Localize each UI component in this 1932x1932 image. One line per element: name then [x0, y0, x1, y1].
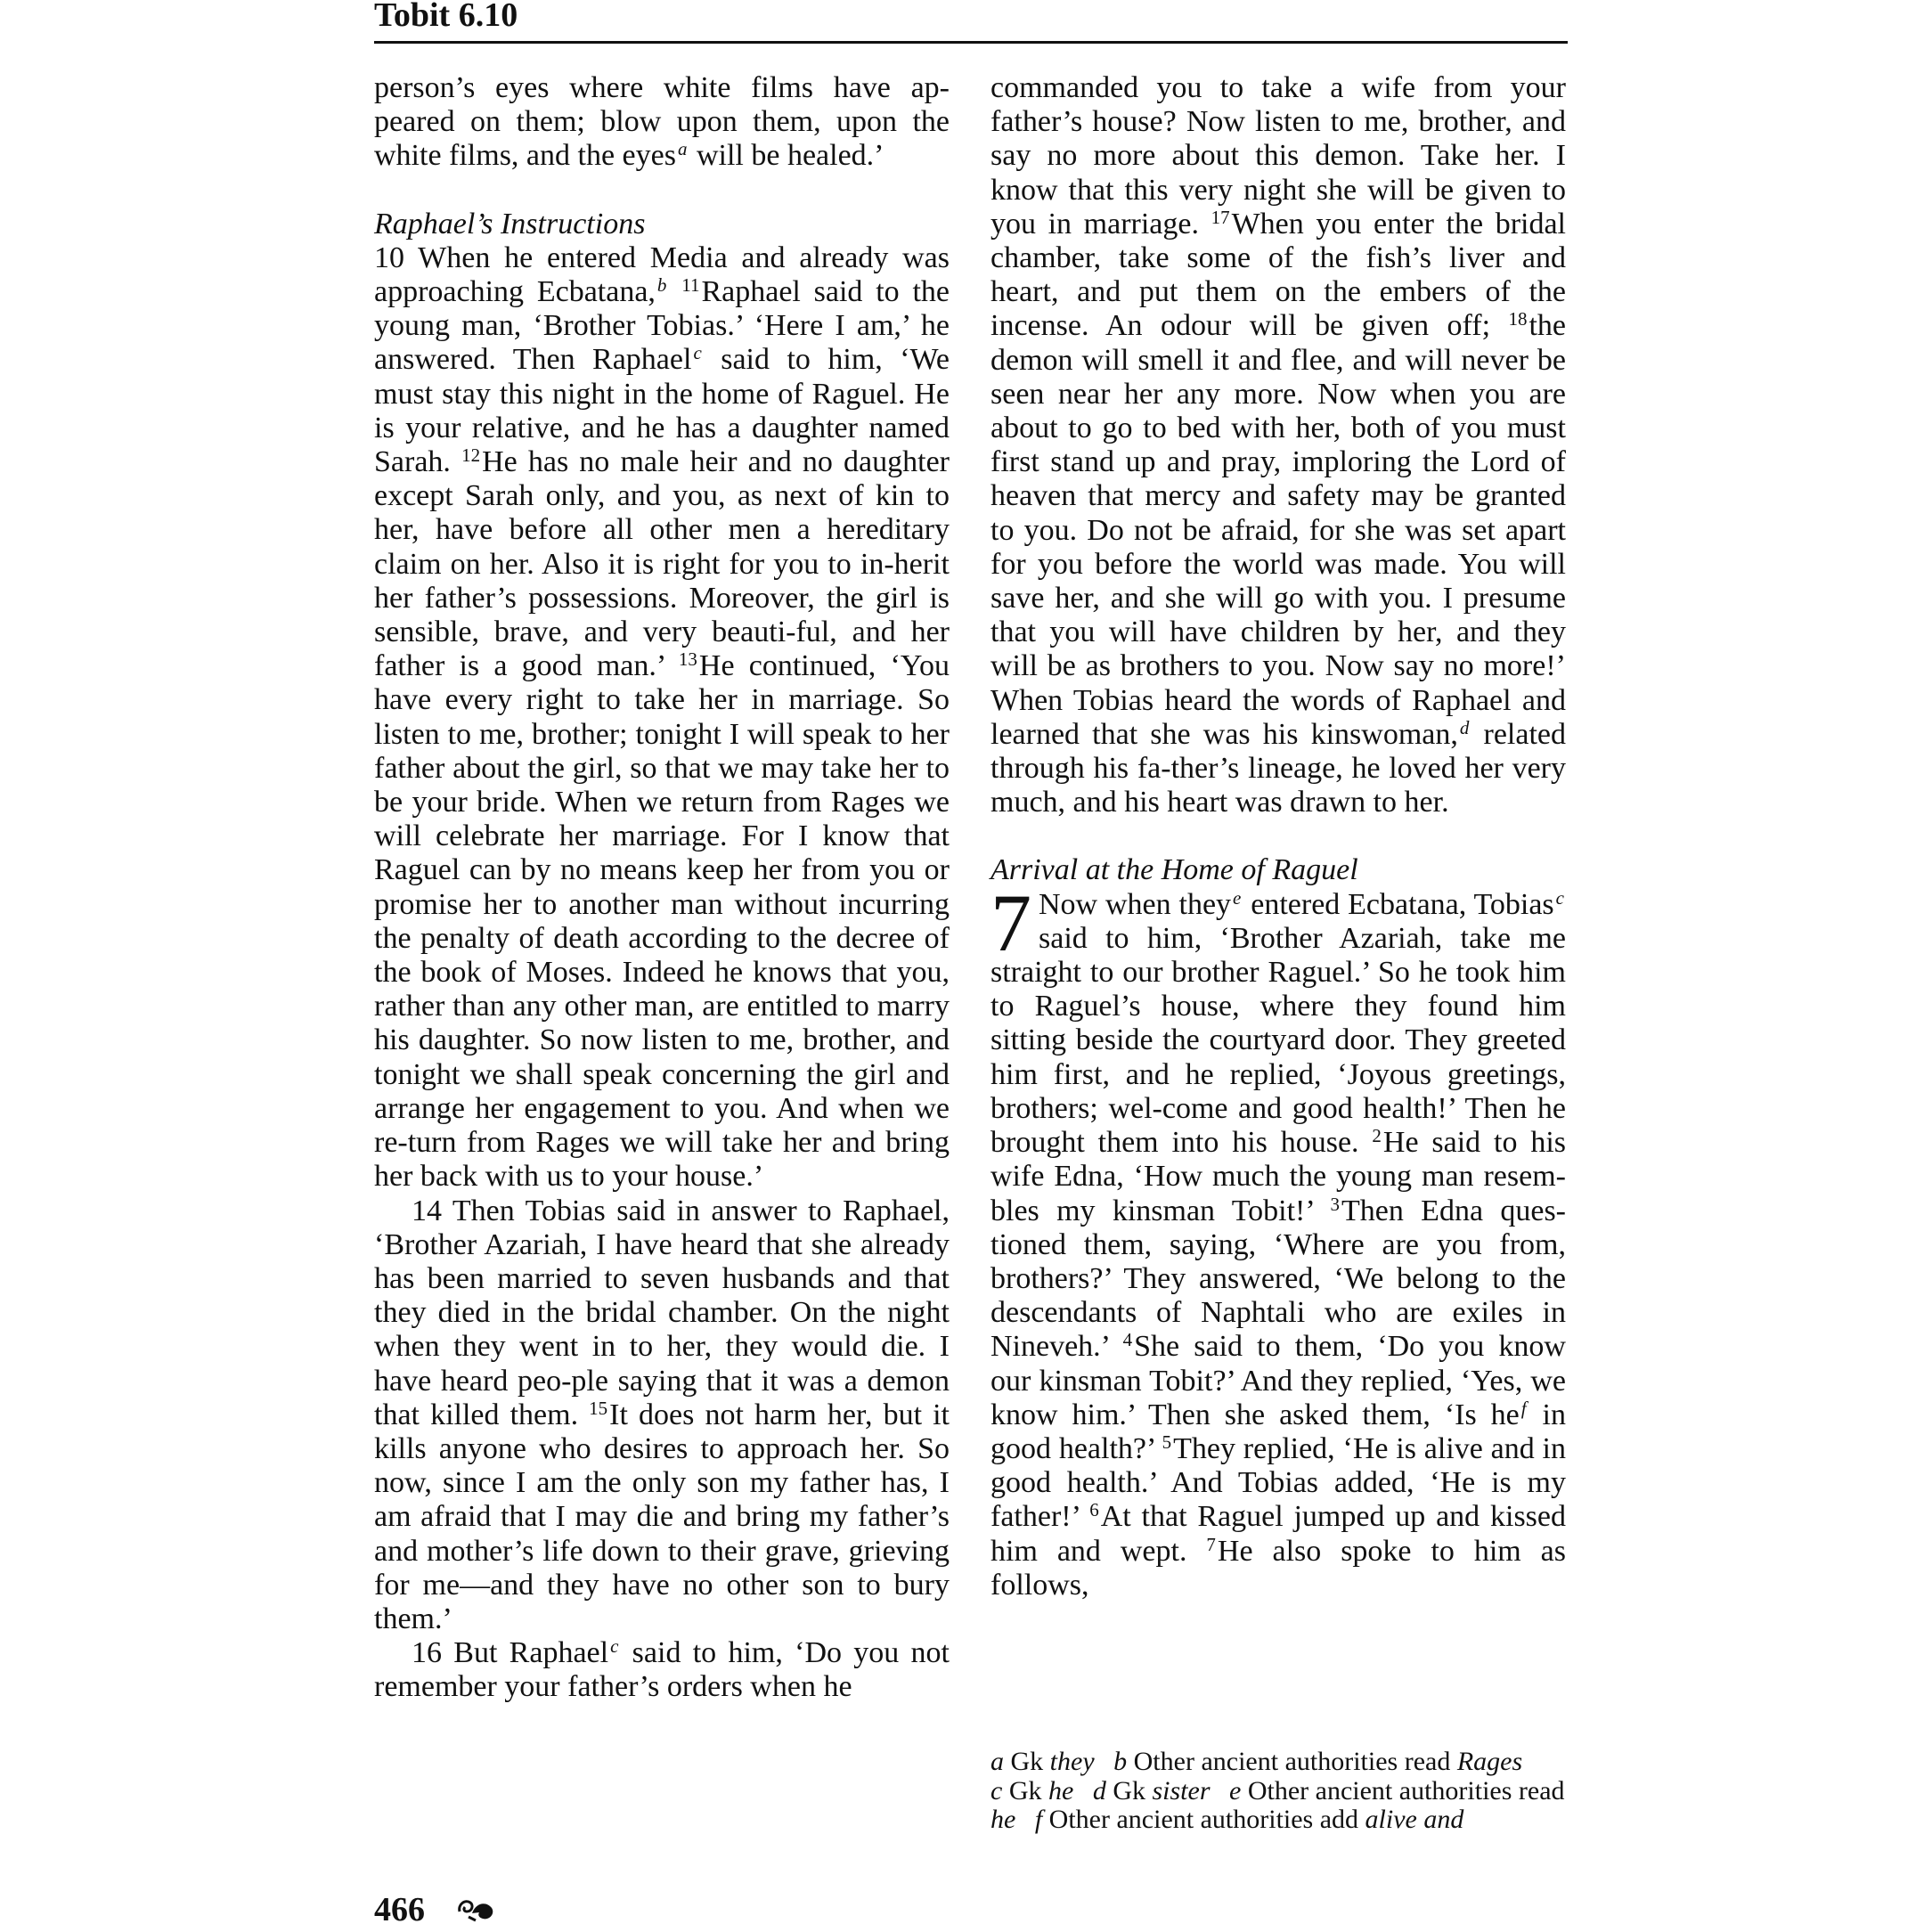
verse-4: She said to them, ‘Do you know our kinsman Tobit?’ And they replied, ‘Yes, we know him.’ Then she asked them, ‘Is he	[990, 1330, 1566, 1431]
verse-number-5: 5	[1162, 1431, 1172, 1453]
verse-18: the demon will smell it and flee, and will never be seen near her any more. Now when you are about to go to bed with her, both of you must first stand up and pray, imploring the Lord of heaven that mercy and safety may be granted to you. Do not be afraid, for she was set apart for you before the world was made. You will save her, and she will go with you. I presume that you will have children by her, and they will be as brothers to you. Now say no more!’ When Tobias heard the words of Raphael and learned that she was his kinswoman,	[990, 309, 1567, 751]
verse-number-14: 14	[412, 1194, 442, 1227]
paragraph-chapter-7	[990, 876, 1567, 1602]
paragraph-opening	[374, 71, 950, 174]
verse-1-end: said to him, ‘Brother Azariah, take me straight to our brother Raguel.’ So he took him to Raguel’s house, where they found him sitting beside the courtyard door. They greeted him first, and he replied, ‘Joyous greetings, brothers; wel-come and good health!’ Then he brought them into his house.	[990, 921, 1566, 1160]
paragraph-verse-16	[374, 1636, 950, 1704]
footnote-marker-d[interactable]: d	[1459, 716, 1470, 738]
footnote-b[interactable]: b Other ancient authorities read Rages	[1113, 1747, 1523, 1776]
footnote-marker-c[interactable]: c	[693, 342, 702, 364]
verse-number-16: 16	[412, 1636, 442, 1670]
verse-17: When you enter the bridal chamber, take some of the fish’s liver and heart, and put them on the embers of the incense. An odour will be given off;	[990, 207, 1566, 343]
footnote-marker-c[interactable]: c	[1555, 886, 1564, 909]
right-column	[990, 71, 1566, 1602]
verse-2: He said to his wife Edna, ‘How much the young man resem-bles my kinsman Tobit!’	[990, 1126, 1566, 1227]
footnote-e[interactable]: e Other ancient authorities read he	[990, 1775, 1565, 1834]
verse-number-3: 3	[1330, 1193, 1340, 1215]
verse-number-13: 13	[678, 648, 697, 671]
verse-10: When he entered Media and already was approaching Ecbatana,	[374, 240, 950, 309]
verse-3: Then Edna ques-tioned them, saying, ‘Where are you from, brothers?’ They answered, ‘We belong to the descendants of Naphtali who are exiles in Nineveh.’	[990, 1194, 1566, 1364]
verse-number-12: 12	[461, 444, 481, 467]
verse-5: They replied, ‘He is alive and in good health.’ And Tobias added, ‘He is my father!’	[990, 1431, 1567, 1534]
verse-number-7: 7	[1206, 1533, 1216, 1555]
paragraph-verses-16-18	[990, 71, 1566, 819]
footnotes	[990, 1748, 1566, 1835]
section-heading: Raphael’s Instructions	[374, 207, 646, 240]
verse-16: But Raphael	[442, 1636, 609, 1670]
verse-number-2: 2	[1372, 1125, 1382, 1147]
chapter-number: 7	[990, 876, 1031, 968]
verse-13: He continued, ‘You have every right to take her in marriage. So listen to me, brother; tonight I will speak to her father about the girl, so that we may take her to be your bride. When we return from Rages we will celebrate her marriage. For I know that Raguel can by no means keep her from you or promise her to another man without incurring the penalty of death according to the decree of the book of Moses. Indeed he knows that you, rather than any other man, are entitled to marry his daughter. So now listen to me, brother, and tonight we shall speak concerning the girl and arrange her engagement to you. And when we re-turn from Rages we will take her and bring her back with us to your house.’	[374, 649, 950, 1194]
verse-14: Then Tobias said in answer to Raphael, ‘Brother Azariah, I have heard that she already has been married to seven husbands and that they died in the bridal chamber. On the night when they went in to her, they would die. I have heard peo-ple saying that it was a demon that killed them.	[374, 1194, 950, 1431]
paragraph-verses-10-13	[374, 241, 950, 1194]
verse-16-cont: said to him, ‘Do you not remember your father’s orders when he	[374, 1636, 950, 1704]
fleuron-icon	[456, 1894, 495, 1924]
left-column	[374, 71, 950, 1705]
verse-12: He has no male heir and no daughter except Sarah only, and you, as next of kin to her, have before all other men a hereditary claim on her. Also it is right for you to in-herit her father’s possessions. Moreover, the girl is sensible, brave, and very beauti-ful, and her father is a good man.’	[374, 445, 950, 683]
verse-18-cont: related through his fa-ther’s lineage, he loved her very much, and his heart was drawn to her.	[990, 717, 1566, 819]
verse-4-cont: in good health?’	[990, 1398, 1566, 1465]
footnote-a[interactable]: a Gk they	[990, 1747, 1095, 1776]
footnote-marker-f[interactable]: f	[1520, 1397, 1527, 1419]
verse-number-10: 10	[374, 240, 404, 274]
verse-number-6: 6	[1089, 1499, 1099, 1521]
bible-page	[374, 0, 1568, 1932]
page-number: 466	[374, 1891, 425, 1928]
text: person’s eyes where white films have ap-peared on them; blow upon them, upon the white films, and the eyes	[374, 71, 950, 173]
verse-number-11: 11	[681, 274, 700, 297]
footnote-d[interactable]: d Gk sister	[1092, 1775, 1211, 1806]
footnote-c[interactable]: c Gk he	[990, 1775, 1074, 1806]
footnote-marker-c[interactable]: c	[610, 1635, 619, 1658]
verse-11-cont: said to him, ‘We must stay this night in the home of Raguel. He is your relative, and he has a daughter named Sarah.	[374, 343, 950, 479]
verse-1-cont: entered Ecbatana, Tobias	[1243, 887, 1554, 921]
verse-number-18: 18	[1508, 308, 1528, 330]
running-head-title: Tobit 6.10	[374, 0, 518, 34]
section-heading: Arrival at the Home of Raguel	[990, 853, 1358, 887]
footnote-f[interactable]: f Other ancient authorities add alive and	[1034, 1805, 1464, 1834]
running-head	[374, 0, 1568, 44]
paragraph-verses-14-15	[374, 1194, 950, 1637]
footnote-marker-e[interactable]: e	[1233, 886, 1242, 909]
text: will be healed.’	[689, 139, 884, 173]
verse-15: It does not harm her, but it kills anyone who desires to approach her. So now, since I am the only son my father has, I am afraid that I may die and bring my father’s and mother’s life down to their grave, grieving for me—and they have no other son to bury them.’	[374, 1398, 950, 1635]
verse-number-17: 17	[1211, 206, 1230, 228]
footnote-marker-b[interactable]: b	[656, 274, 667, 297]
verse-number-4: 4	[1122, 1329, 1133, 1351]
verse-7: He also spoke to him as follows,	[990, 1534, 1566, 1602]
footnote-marker-a[interactable]: a	[677, 138, 688, 160]
verse-11: Raphael said to the young man, ‘Brother Tobias.’ ‘Here I am,’ he answered. Then Raphael	[374, 275, 950, 377]
verse-6: At that Raguel jumped up and kissed him and wept.	[990, 1500, 1566, 1568]
verse-16-end: commanded you to take a wife from your father’s house? Now listen to me, brother, and say no more about this demon. Take her. I know that this very night she will be given to you in marriage.	[990, 71, 1566, 240]
verse-1: Now when they	[1039, 887, 1232, 921]
verse-number-15: 15	[589, 1397, 608, 1419]
